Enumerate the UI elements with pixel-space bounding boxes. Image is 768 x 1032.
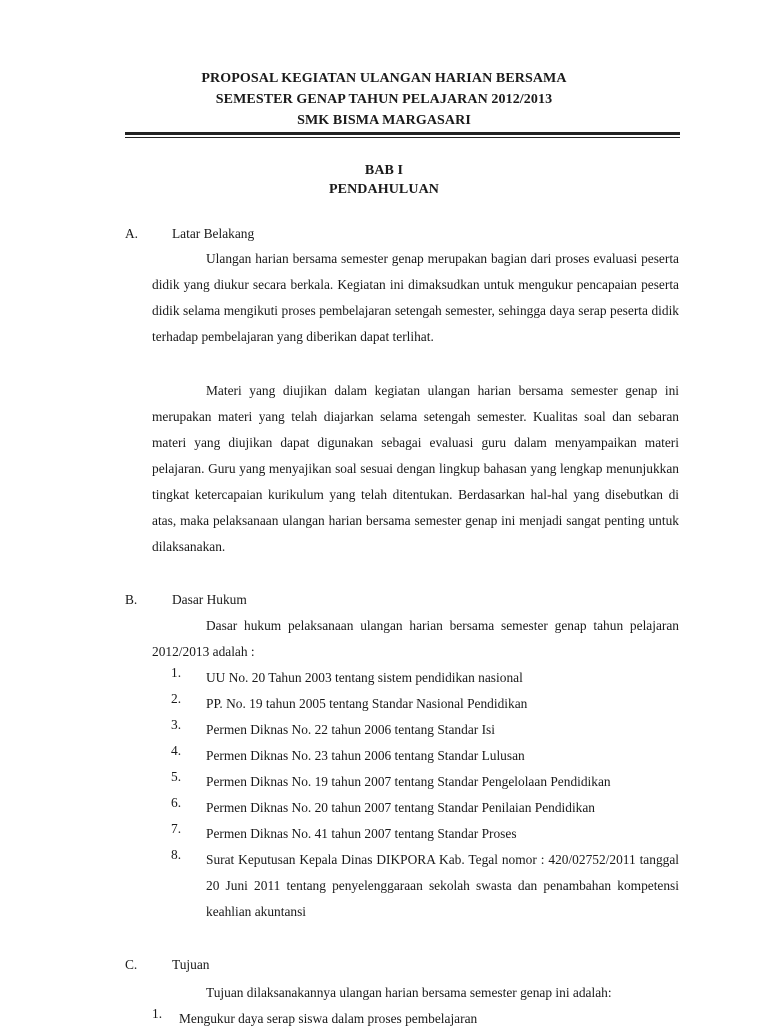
legal-basis-number: 1.: [171, 665, 182, 680]
section-a-letter: A.: [125, 226, 139, 241]
legal-basis-item: Permen Diknas No. 22 tahun 2006 tentang Standar Isi: [206, 722, 495, 737]
objective-item: Mengukur daya serap siswa dalam proses pembelajaran: [179, 1011, 478, 1026]
legal-basis-item: Permen Diknas No. 23 tahun 2006 tentang Standar Lulusan: [206, 748, 525, 763]
legal-basis-item: Surat Keputusan Kepala Dinas DIKPORA Kab. Tegal nomor : 420/02752/2011 tanggal 20 Juni 2011 tentang penyelenggaraan sekolah swasta dan penambahan kompetensi keahlian akuntansi: [206, 852, 679, 919]
proposal-title-line-1: PROPOSAL KEGIATAN ULANGAN HARIAN BERSAMA: [201, 71, 567, 86]
section-b-letter: B.: [125, 592, 138, 607]
section-c-intro: Tujuan dilaksanakannya ulangan harian bersama semester genap ini adalah:: [206, 985, 612, 1000]
section-b-title: Dasar Hukum: [172, 592, 247, 607]
chapter-title: PENDAHULUAN: [329, 182, 439, 197]
proposal-title-line-2: SEMESTER GENAP TAHUN PELAJARAN 2012/2013: [215, 92, 553, 107]
legal-basis-number: 7.: [171, 821, 182, 836]
section-a-paragraph-1: Ulangan harian bersama semester genap merupakan bagian dari proses evaluasi peserta didik yang diukur secara berkala. Kegiatan ini dimaksudkan untuk mengukur pencapaian peserta didik selama mengikuti proses pembelajaran setengah semester, sehingga daya serap peserta didik terhadap pembelajaran yang diberikan dapat terlihat.: [152, 251, 679, 344]
section-a-paragraph-2: Materi yang diujikan dalam kegiatan ulangan harian bersama semester genap ini merupakan materi yang telah diajarkan selama setengah semester. Kualitas soal dan sebaran materi yang diujikan dapat digunakan sebagai evaluasi guru dalam menyampaikan materi pelajaran. Guru yang menyajikan soal sesuai dengan lingkup bahasan yang lengkap menunjukkan tingkat ketercapaian kurikulum yang telah ditentukan. Berdasarkan hal-hal yang disebutkan di atas, maka pelaksanaan ulangan harian bersama semester genap ini menjadi sangat penting untuk dilaksanakan.: [152, 383, 679, 554]
objective-number: 1.: [152, 1006, 163, 1021]
legal-basis-item: Permen Diknas No. 20 tahun 2007 tentang Standar Penilaian Pendidikan: [206, 800, 596, 815]
legal-basis-number: 3.: [171, 717, 182, 732]
legal-basis-item: Permen Diknas No. 41 tahun 2007 tentang Standar Proses: [206, 826, 517, 841]
legal-basis-number: 8.: [171, 847, 182, 862]
legal-basis-number: 4.: [171, 743, 182, 758]
chapter-number: BAB I: [364, 163, 404, 178]
legal-basis-number: 2.: [171, 691, 182, 706]
proposal-title-line-3: SMK BISMA MARGASARI: [297, 113, 471, 128]
legal-basis-number: 6.: [171, 795, 182, 810]
legal-basis-number: 5.: [171, 769, 182, 784]
header-rule-thin: [125, 137, 680, 138]
legal-basis-item: UU No. 20 Tahun 2003 tentang sistem pendidikan nasional: [206, 670, 523, 685]
legal-basis-item: Permen Diknas No. 19 tahun 2007 tentang Standar Pengelolaan Pendidikan: [206, 774, 611, 789]
header-rule-thick: [125, 132, 680, 135]
legal-basis-item: PP. No. 19 tahun 2005 tentang Standar Nasional Pendidikan: [206, 696, 528, 711]
section-c-title: Tujuan: [172, 957, 210, 972]
section-c-letter: C.: [125, 957, 138, 972]
section-a-title: Latar Belakang: [172, 226, 255, 241]
section-b-intro: Dasar hukum pelaksanaan ulangan harian bersama semester genap tahun pelajaran 2012/2013 adalah :: [152, 618, 679, 659]
